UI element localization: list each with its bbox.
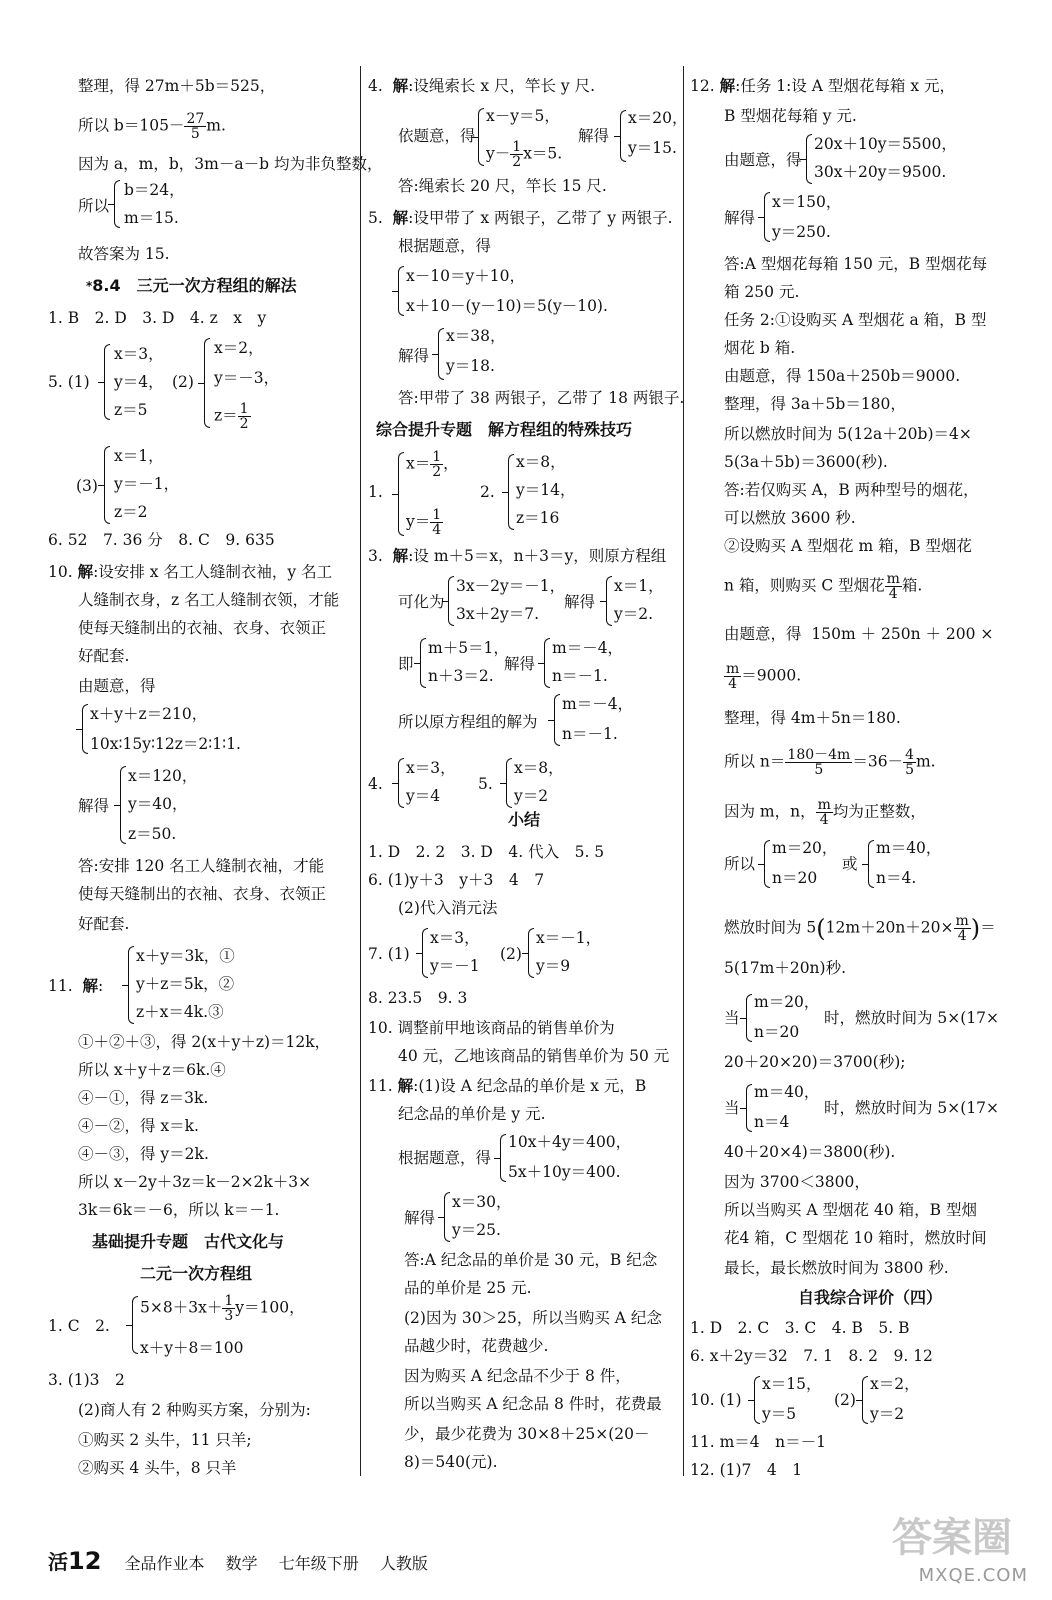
column-divider-2 [683, 66, 684, 1476]
text-line: 所以 x＋y＋z＝6k.④ [78, 1061, 226, 1079]
text-line: (2) [500, 945, 522, 963]
grade: 七年级下册 [278, 1554, 359, 1573]
text-line: 根据题意，得 [398, 237, 492, 255]
text-line: n＝－1. [552, 667, 608, 685]
text-line: 烟花 b 箱. [724, 339, 796, 357]
text-line: 所以 n＝ $\frac{180-4m}{5}$ ＝36－ $\frac{4}{5}$ m. [724, 747, 936, 778]
text-line: 答:绳索长 20 尺，竿长 15 尺. [398, 177, 607, 195]
text-line: x＝20， [628, 109, 688, 127]
text-line: 3k＝6k＝－6，所以 k＝－1. [78, 1201, 280, 1219]
text-line: z＋x＝4k.③ [136, 1003, 224, 1021]
text-line: x＝120， [128, 767, 198, 785]
text-line: y－ $\frac{1}{2}$ x＝5. [486, 139, 563, 170]
text-line: n＝20 [772, 869, 818, 887]
text-line: 5. 解:设甲带了 x 两银子，乙带了 y 两银子. [368, 209, 673, 227]
text-line: 所以当购买 A 纪念品 8 件时，花费最 [404, 1395, 662, 1413]
text-line: 4. [368, 775, 383, 793]
answer-line: 1. D 2. C 3. C 4. B 5. B [690, 1319, 910, 1337]
text-line: m＝15. [124, 209, 179, 227]
text-line: ④－②，得 x＝k. [78, 1117, 199, 1135]
section-heading-summary: 小结 [508, 810, 541, 829]
text-line: 12. 解:任务 1:设 A 型烟花每箱 x 元， [690, 77, 955, 95]
watermark-logo [852, 1500, 1032, 1590]
text-line: y＝9 [536, 957, 571, 975]
answer-line: 12. (1)7 4 1 [690, 1461, 803, 1479]
text-line: 即 [398, 655, 414, 673]
watermark-url: MXQE.COM [918, 1565, 1028, 1586]
watermark-text: 答案圈 [892, 1515, 1012, 1561]
text-line: 好配套. [78, 915, 130, 933]
brace [398, 452, 404, 536]
brace [764, 192, 770, 242]
text-line: y＝4 [406, 787, 441, 805]
brace [544, 638, 550, 688]
book-series: 全品作业本 [124, 1554, 205, 1573]
text-line: 品的单价是 25 元. [404, 1279, 532, 1297]
answer-line: 1. C 2. [48, 1317, 110, 1335]
text-line: 40＋20×4)＝3800(秒). [724, 1143, 896, 1161]
text-line: m＝20， [754, 993, 820, 1011]
text-line: 2. [480, 483, 495, 501]
text-line: m＝－4， [552, 639, 624, 657]
text-line: x＝150， [772, 193, 842, 211]
text-line: 1. [368, 483, 383, 501]
text-line: y＝2 [870, 1405, 905, 1423]
text-line: x－y＝5， [486, 107, 560, 125]
text-line: (2)因为 30＞25，所以当购买 A 纪念 [404, 1309, 662, 1327]
text-line: 因为 a，m，b，3m－a－b 均为非负整数， [78, 155, 383, 173]
text-line: 3x＋2y＝7. [456, 605, 540, 623]
brace [754, 1376, 760, 1424]
page-number: 12 [68, 1547, 102, 1575]
text-line: 答:A 纪念品的单价是 30 元，B 纪念 [404, 1251, 658, 1269]
text-line: y＝40， [128, 795, 188, 813]
text-line: x＝1， [614, 577, 664, 595]
text-line: 10. 调整前甲地该商品的销售单价为 [368, 1019, 615, 1037]
text-line: $\frac{m}{4}$ ＝9000. [726, 661, 802, 692]
brace [746, 994, 752, 1042]
text-line: m＝20， [772, 839, 838, 857]
text-line: x＝－1， [536, 929, 602, 947]
text-line: x＋y＝3k，① [136, 947, 235, 965]
text-line: (3) [76, 477, 98, 495]
text-line: z＝2 [114, 503, 148, 521]
text-line: z＝ $\frac{1}{2}$ [214, 401, 249, 432]
text-line: y＝250. [772, 223, 831, 241]
text-line: 少，最少花费为 30×8＋25×(20－ [404, 1425, 650, 1443]
text-line: n 箱，则购买 C 型烟花 $\frac{m}{4}$ 箱. [724, 571, 923, 602]
text-line: 30x＋20y＝9500. [814, 163, 947, 181]
text-line: x＝38， [446, 327, 506, 345]
text-line: 11. 解: [48, 977, 104, 995]
text-line: y＝－3， [214, 369, 280, 387]
text-line: 由题意，得 150a＋250b＝9000. [724, 367, 961, 385]
text-line: 5(3a＋5b)＝3600(秒). [724, 453, 888, 471]
text-line: 4. 解:设绳索长 x 尺，竿长 y 尺. [368, 77, 596, 95]
text-line: 答:甲带了 38 两银子，乙带了 18 两银子. [398, 389, 685, 407]
brace [528, 928, 534, 978]
brace [82, 704, 88, 754]
text-line: 根据题意，得 [398, 1149, 492, 1167]
text-line: x＋y＋8＝100 [140, 1339, 244, 1357]
brace [500, 1134, 506, 1182]
text-line: 所以原方程组的解为 [398, 713, 538, 731]
text-line: 3x－2y＝－1， [456, 577, 566, 595]
text-line: 因为购买 A 纪念品不少于 8 件， [404, 1367, 631, 1385]
text-line: ②设购买 A 型烟花 m 箱，B 型烟花 [724, 537, 972, 555]
brace [508, 454, 514, 530]
text-line: 可以燃放 3600 秒. [724, 509, 856, 527]
brace [444, 1192, 450, 1242]
brace [420, 638, 426, 688]
text-line: y＝－1 [430, 957, 480, 975]
text-line: x＝8， [514, 759, 564, 777]
text-line: y＝14， [516, 481, 576, 499]
text-line: 10. (1) [690, 1391, 742, 1409]
footer-logo-char: 活 [48, 1550, 68, 1574]
text-line: y＝2 [514, 787, 549, 805]
text-line: 解得 [78, 797, 110, 815]
brace [120, 766, 126, 844]
text-line: z＝50. [128, 825, 177, 843]
text-line: m＝40， [876, 839, 942, 857]
brace [620, 110, 626, 162]
text-line: 解得 [398, 347, 430, 365]
text-line: x＝2， [214, 339, 264, 357]
brace [606, 576, 612, 626]
text-line: 由题意，得 [78, 677, 156, 695]
page-footer [48, 1546, 444, 1575]
text-line: 8)＝540(元). [404, 1453, 498, 1471]
text-line: x＝3， [114, 345, 164, 363]
text-line: 时，燃放时间为 5×(17× [824, 1099, 1000, 1117]
answer-line: (2)代入消元法 [398, 899, 498, 917]
answer-line: 6. 52 7. 36 分 8. C 9. 635 [48, 531, 275, 549]
text-line: ④－①，得 z＝3k. [78, 1089, 209, 1107]
text-line: 解得 [504, 655, 536, 673]
text-line: y＝25. [452, 1221, 501, 1239]
text-line: m＝40， [754, 1083, 820, 1101]
text-line: ②购买 4 头牛，8 只羊 [78, 1459, 237, 1477]
text-line: 5. [478, 775, 493, 793]
text-line: 依题意，得 [398, 127, 476, 145]
text-line: y＋z＝5k，② [136, 975, 235, 993]
text-line: B 型烟花每箱 y 元. [724, 107, 857, 125]
text-line: 时，燃放时间为 5×(17× [824, 1009, 1000, 1027]
text-line: n＋3＝2. [428, 667, 494, 685]
text-line: 最长，最长燃放时间为 3800 秒. [724, 1259, 949, 1277]
text-line: 所以当购买 A 型烟花 40 箱，B 型烟 [724, 1201, 977, 1219]
text-line: x＝30， [452, 1193, 512, 1211]
text-line: 人缝制衣身，z 名工人缝制衣领，才能 [78, 591, 340, 609]
text-line: 整理，得 3a＋5b＝180， [724, 395, 906, 413]
text-line: 解得 [564, 593, 596, 611]
text-line: 5. (1) [48, 373, 90, 391]
text-line: 当 [724, 1099, 740, 1117]
text-line: 5(17m＋20n)秒. [724, 959, 847, 977]
text-line: b＝24， [124, 181, 185, 199]
text-line: m＋5＝1， [428, 639, 509, 657]
text-line: 5×8＋3x＋ $\frac{1}{3}$ y＝100， [140, 1293, 305, 1324]
text-line: 整理，得 27m＋5b＝525， [78, 77, 276, 95]
text-line: n＝4 [754, 1113, 790, 1131]
section-heading-basic: 基础提升专题 古代文化与 [92, 1232, 285, 1251]
text-line: 3. 解:设 m＋5＝x，n＋3＝y，则原方程组 [368, 547, 667, 565]
brace [114, 180, 120, 228]
brace [398, 266, 404, 316]
text-line: 箱 250 元. [724, 283, 800, 301]
text-line: 故答案为 15. [78, 245, 170, 263]
text-line: 10x∶15y∶12z＝2∶1∶1. [90, 735, 241, 753]
text-line: 因为 m，n， $\frac{m}{4}$ 均为正整数， [724, 797, 926, 828]
text-line: 5x＋10y＝400. [508, 1163, 621, 1181]
text-line: y＝－1， [114, 475, 180, 493]
text-line: m＝－4， [562, 695, 634, 713]
text-line: 使每天缝制出的衣袖、衣身、衣领正 [78, 619, 327, 637]
text-line: 任务 2:①设购买 A 型烟花 a 箱，B 型 [724, 311, 987, 329]
brace [506, 758, 512, 808]
answer-line: 1. D 2. 2 3. D 4. 代入 5. 5 [368, 843, 605, 861]
brace [132, 1296, 138, 1354]
text-line: 因为 3700＜3800， [724, 1173, 870, 1191]
text-line: 所以 [724, 855, 756, 873]
text-line: x＝8， [516, 453, 566, 471]
text-line: y＝5 [762, 1405, 797, 1423]
text-line: 所以燃放时间为 5(12a＋20b)＝4× [724, 425, 972, 443]
brace [128, 946, 134, 1024]
section-heading-8-4: *8.4 三元一次方程组的解法 [86, 276, 297, 295]
text-line: 花4 箱，C 型烟花 10 箱时，燃放时间 [724, 1229, 987, 1247]
text-line: x＝3， [430, 929, 480, 947]
brace [448, 576, 454, 626]
text-line: n＝－1. [562, 725, 618, 743]
text-line: ①购买 2 头牛，11 只羊; [78, 1431, 252, 1449]
text-line: n＝20 [754, 1023, 800, 1041]
brace [398, 758, 404, 808]
brace [554, 694, 560, 746]
answer-line: 8. 23.5 9. 3 [368, 989, 468, 1007]
text-line: 20x＋10y＝5500， [814, 135, 957, 153]
section-heading-self-eval: 自我综合评价（四） [798, 1288, 943, 1307]
brace [204, 338, 210, 428]
text-line: 或 [842, 855, 858, 873]
text-line: 答:安排 120 名工人缝制衣袖，才能 [78, 857, 325, 875]
answer-line: 1. B 2. D 3. D 4. z x y [48, 309, 267, 327]
text-line: 所以 [78, 197, 110, 215]
text-line: 可化为 [398, 593, 445, 611]
text-line: 使每天缝制出的衣袖、衣身、衣领正 [78, 885, 327, 903]
text-line: z＝16 [516, 509, 560, 527]
text-line: 7. (1) [368, 945, 410, 963]
text-line: 解得 [578, 127, 610, 145]
text-line: z＝5 [114, 401, 148, 419]
answer-line: 6. (1)y＋3 y＋3 4 7 [368, 871, 545, 889]
answer-line: 11. m＝4 n＝－1 [690, 1433, 826, 1451]
brace [806, 134, 812, 184]
brace [868, 840, 874, 888]
text-line: ①＋②＋③，得 2(x＋y＋z)＝12k， [78, 1033, 331, 1051]
brace [104, 344, 110, 420]
brace [478, 108, 484, 166]
brace [104, 446, 110, 524]
text-line: x＝ $\frac{1}{2}$ ， [406, 449, 459, 480]
text-line: 由题意，得 150m ＋ 250n ＋ 200 × [724, 625, 994, 643]
text-line: 20＋20×20)＝3700(秒); [724, 1053, 906, 1071]
brace [764, 840, 770, 888]
text-line: x＝2， [870, 1375, 920, 1393]
answer-line: 3. (1)3 2 [48, 1371, 125, 1389]
brace [438, 328, 444, 380]
text-line: 10x＋4y＝400， [508, 1133, 632, 1151]
text-line: (2) [172, 373, 194, 391]
text-line: y＝4， [114, 373, 164, 391]
text-line: 好配套. [78, 647, 130, 665]
text-line: x＝3， [406, 759, 456, 777]
text-line: y＝15. [628, 139, 677, 157]
text-line: (2)商人有 2 种购买方案，分别为: [78, 1401, 311, 1419]
text-line: (2) [834, 1391, 856, 1409]
text-line: 燃放时间为 5(12m＋20n＋20× $\frac{m}{4}$ )＝ [724, 913, 996, 944]
text-line: x＝15， [762, 1375, 822, 1393]
text-line: 40 元，乙地该商品的销售单价为 50 元 [398, 1047, 670, 1065]
brace [746, 1084, 752, 1132]
section-heading-combined: 综合提升专题 解方程组的特殊技巧 [376, 420, 633, 439]
text-line: 整理，得 4m＋5n＝180. [724, 709, 901, 727]
text-line: 解得 [404, 1209, 436, 1227]
text-line: 品越少时，花费越少. [404, 1337, 549, 1355]
section-heading-basic-2: 二元一次方程组 [140, 1264, 253, 1283]
text-line: x－10＝y＋10， [406, 267, 525, 285]
text-line: ④－③，得 y＝2k. [78, 1145, 209, 1163]
text-line: 答:A 型烟花每箱 150 元，B 型烟花每 [724, 255, 988, 273]
text-line: y＝18. [446, 357, 495, 375]
text-line: 所以 x－2y＋3z＝k－2×2k＋3× [78, 1173, 312, 1191]
text-line: n＝4. [876, 869, 917, 887]
brace [862, 1376, 868, 1424]
text-line: 纪念品的单价是 y 元. [398, 1105, 546, 1123]
text-line: 所以 b＝105－ $\frac{27}{5}$ m. [78, 111, 226, 142]
text-line: x＝1， [114, 447, 164, 465]
text-line: 10. 解:设安排 x 名工人缝制衣袖，y 名工 [48, 563, 333, 581]
text-line: 当 [724, 1009, 740, 1027]
text-line: x＋y＋z＝210， [90, 705, 208, 723]
text-line: 由题意，得 [724, 151, 802, 169]
text-line: y＝ $\frac{1}{4}$ [406, 507, 442, 538]
subject: 数学 [225, 1554, 258, 1573]
column-divider-1 [360, 66, 361, 1476]
text-line: 11. 解:(1)设 A 纪念品的单价是 x 元，B [368, 1077, 647, 1095]
brace [422, 928, 428, 978]
text-line: 答:若仅购买 A，B 两种型号的烟花， [724, 481, 979, 499]
text-line: x＋10－(y－10)＝5(y－10). [406, 297, 608, 315]
answer-line: 6. x＋2y＝32 7. 1 8. 2 9. 12 [690, 1347, 933, 1365]
edition: 人教版 [379, 1554, 428, 1573]
text-line: 解得 [724, 209, 756, 227]
text-line: y＝2. [614, 605, 654, 623]
